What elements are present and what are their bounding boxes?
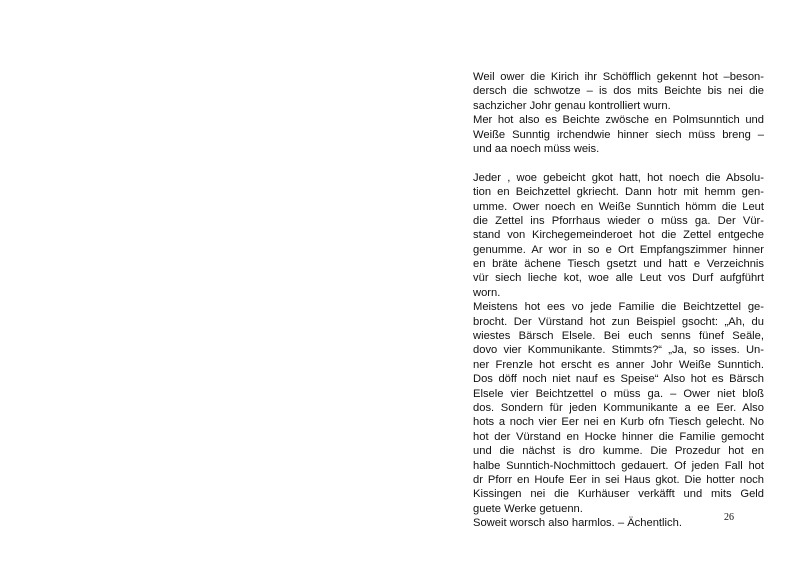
paragraph-2 (473, 171, 764, 301)
text-line: ner Frenzle hot erscht es anner Johr Weiße Sunntich. (473, 358, 764, 371)
text-line: Weiße Sunntig irchendwie hinner siech müss breng – (473, 128, 764, 141)
text-line: sachzicher Johr genau kontrolliert wurn. (473, 99, 671, 112)
text-line: Meistens hot ees vo jede Familie die Beichtzettel ge- (473, 301, 764, 314)
text-line: en bräte ächene Tiesch gsetzt und hatt e Verzeichnis (473, 258, 764, 271)
text-line: Jeder , woe gebeicht gkot hatt, hot noech die Absolu- (473, 171, 764, 184)
text-line: Elsele vier Beichtzettel o müss ga. – Ower niet bloß (473, 387, 764, 400)
text-line: Mer hot also es Beichte zwösche en Polmsunntich und (473, 114, 764, 127)
page-number: 26 (724, 512, 734, 523)
text-line: dovo vier Kommunikante. Stimmts?“ „Ja, so isses. Un- (473, 344, 764, 357)
text-line: stand von Kirchegemeinderoet hot die Zettel entgeche (473, 229, 764, 242)
text-line: Kissingen nei die Kurhäuser verkäfft und mits Geld (473, 488, 764, 501)
paragraph-1 (473, 70, 764, 156)
text-line: Dos döff noch niet nauf es Speise“ Also hot es Bärsch (473, 373, 764, 386)
text-line: vür siech lieche kot, woe alle Leut vos Durf aufgführt (473, 272, 764, 285)
text-line: tion en Beichzettel gkriecht. Dann hotr mit hemm gen- (473, 186, 764, 199)
text-line: brocht. Der Vürstand hot zun Beispiel gsocht: „Ah, du (473, 315, 764, 328)
paragraph-gap (473, 156, 764, 170)
text-line: genumme. Ar wor in so e Ort Empfangszimmer hinner (473, 243, 764, 256)
text-line: dr Pforr en Houfe Eer in sei Haus gkot. Die hotter noch (473, 473, 764, 486)
text-line: dersch die schwotze – is dos mits Beichte bis nei die (473, 85, 764, 98)
text-line: dos. Sondern für jeden Kommunikante a ee Eer. Also (473, 401, 764, 414)
body-text (473, 70, 764, 531)
text-line: Weil ower die Kirich ihr Schöfflich gekennt hot –beson- (473, 71, 764, 83)
text-line: umme. Ower noech en Weiße Sunntich hömm die Leut (473, 200, 764, 213)
text-line: hots a noch vier Eer nei en Kurb ofn Tiesch gelecht. No (473, 416, 764, 429)
paragraph-3 (473, 300, 764, 530)
text-line: wiestes Bärsch Elsele. Bei euch senns fünef Seäle, (473, 330, 764, 343)
text-line: und die nächst is dro kumme. Die Prozedur hot en (473, 445, 764, 458)
text-line: worn. (473, 286, 501, 299)
text-line: halbe Sunntich-Nochmittoch gedauert. Of jeden Fall hot (473, 459, 764, 472)
text-line: Soweit worsch also harmlos. – Ächentlich. (473, 517, 682, 530)
text-line: guete Werke getuenn. (473, 502, 583, 515)
text-line: die Zettel ins Pforrhaus wieder o müss ga. Der Vür- (473, 214, 764, 227)
text-line: hot der Vürstand en Hocke hinner die Familie gemocht (473, 430, 764, 443)
text-line: und aa noech müss weis. (473, 142, 600, 155)
